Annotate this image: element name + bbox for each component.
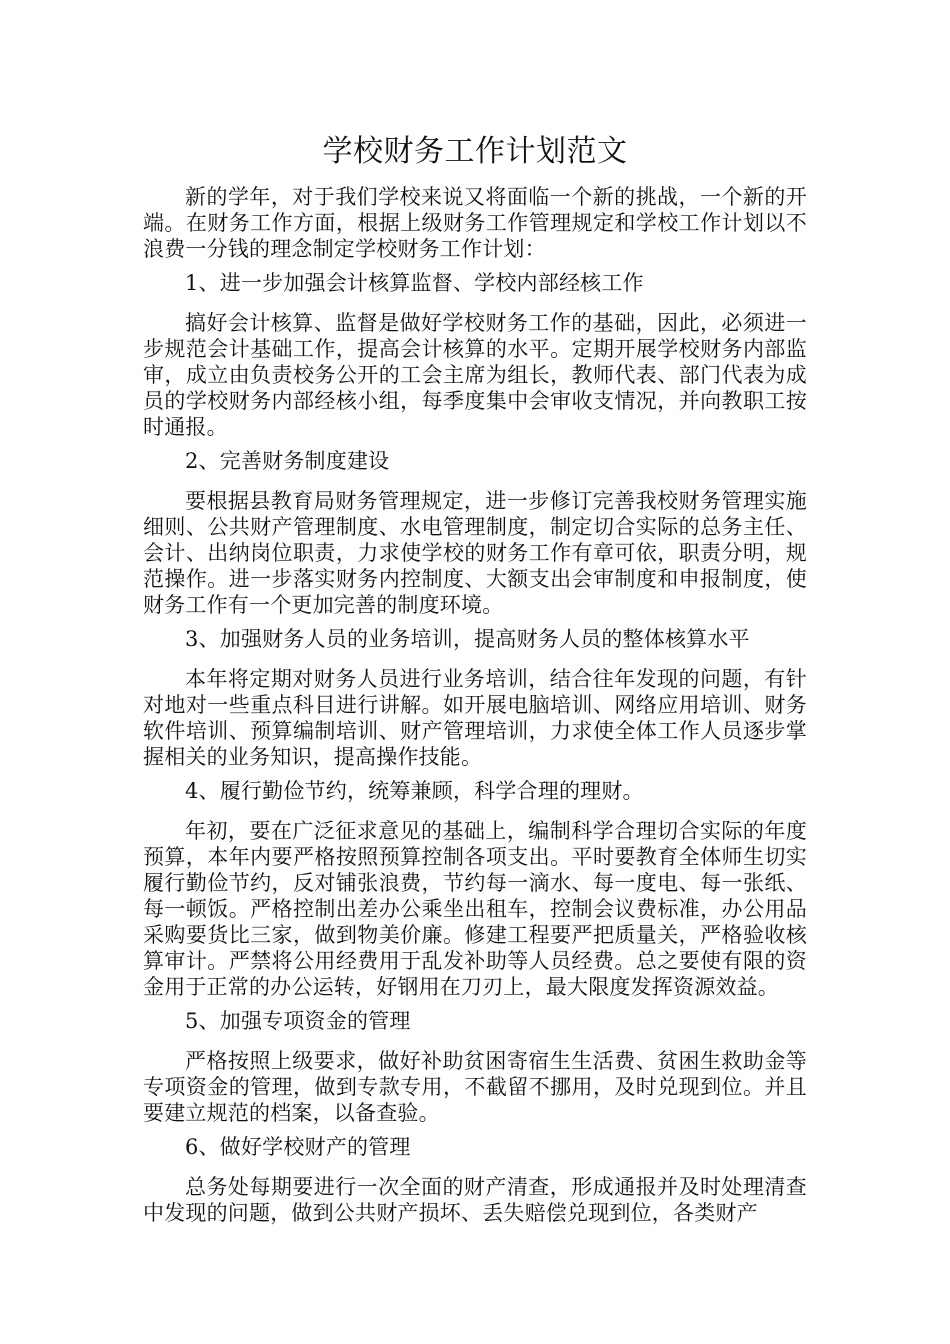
section-body-3: 本年将定期对财务人员进行业务培训，结合往年发现的问题，有针对地对一些重点科目进行讲解。如开展电脑培训、网络应用培训、财务软件培训、预算编制培训、财产管理培训，力求使全体工作人员逐步掌握相关的业务知识，提高操作技能。 [143, 667, 807, 769]
document-title: 学校财务工作计划范文 [322, 134, 628, 169]
section-heading-1: 1、进一步加强会计核算监督、学校内部经核工作 [185, 271, 644, 295]
section-heading-5: 5、加强专项资金的管理 [185, 1009, 411, 1033]
section-heading-6: 6、做好学校财产的管理 [185, 1135, 411, 1159]
section-body-5: 严格按照上级要求，做好补助贫困寄宿生生活费、贫困生救助金等专项资金的管理，做到专款专用，不截留不挪用，及时兑现到位。并且要建立规范的档案，以备查验。 [143, 1049, 807, 1125]
section-heading-3: 3、加强财务人员的业务培训，提高财务人员的整体核算水平 [185, 627, 750, 651]
document-content [143, 132, 807, 1226]
section-heading-4: 4、履行勤俭节约，统筹兼顾，科学合理的理财。 [185, 779, 644, 803]
section-heading-2: 2、完善财务制度建设 [185, 449, 390, 473]
section-body-1: 搞好会计核算、监督是做好学校财务工作的基础，因此，必须进一步规范会计基础工作，提高会计核算的水平。定期开展学校财务内部监审，成立由负责校务公开的工会主席为组长，教师代表、部门代表为成员的学校财务内部经核小组，每季度集中会审收支情况，并向教职工按时通报。 [143, 311, 807, 439]
intro-paragraph: 新的学年，对于我们学校来说又将面临一个新的挑战，一个新的开端。在财务工作方面，根据上级财务工作管理规定和学校工作计划以不浪费一分钱的理念制定学校财务工作计划： [143, 185, 807, 261]
section-body-2: 要根据县教育局财务管理规定，进一步修订完善我校财务管理实施细则、公共财产管理制度、水电管理制度，制定切合实际的总务主任、会计、出纳岗位职责，力求使学校的财务工作有章可依，职责分明，规范操作。进一步落实财务内控制度、大额支出会审制度和申报制度，使财务工作有一个更加完善的制度环境。 [143, 489, 807, 617]
section-body-4: 年初，要在广泛征求意见的基础上，编制科学合理切合实际的年度预算，本年内要严格按照预算控制各项支出。平时要教育全体师生切实履行勤俭节约，反对铺张浪费，节约每一滴水、每一度电、每一张纸、每一顿饭。严格控制出差办公乘坐出租车，控制会议费标准，办公用品采购要货比三家，做到物美价廉。修建工程要严把质量关，严格验收核算审计。严禁将公用经费用于乱发补助等人员经费。总之要使有限的资金用于正常的办公运转，好钢用在刀刃上，最大限度发挥资源效益。 [143, 819, 807, 999]
section-body-6: 总务处每期要进行一次全面的财产清查，形成通报并及时处理清查中发现的问题，做到公共财产损坏、丢失赔偿兑现到位，各类财产 [143, 1175, 807, 1225]
